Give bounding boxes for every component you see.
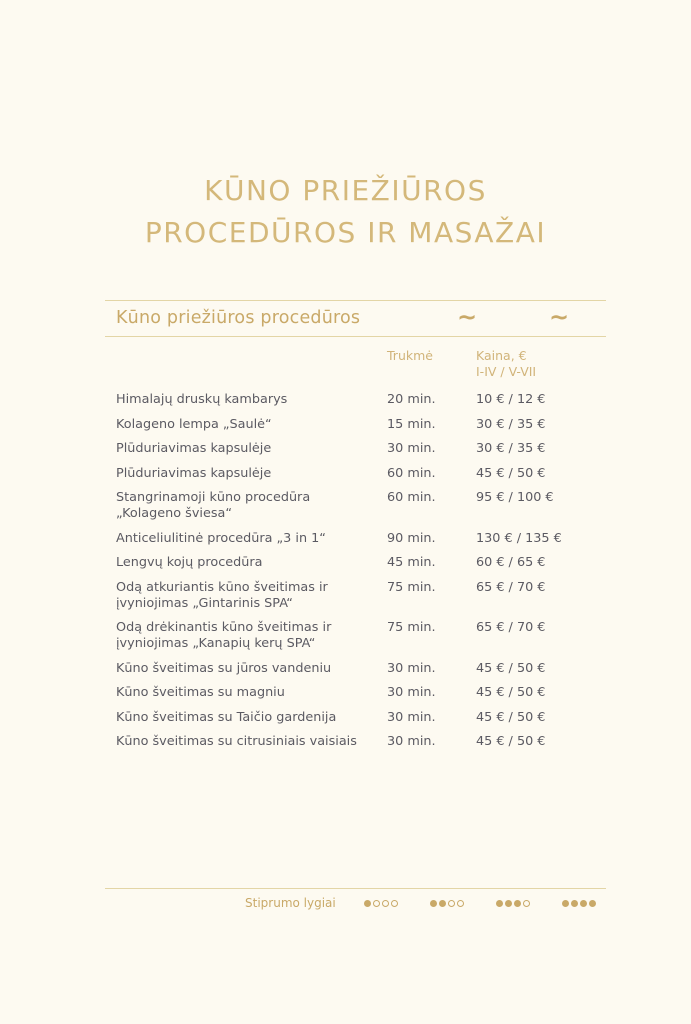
filled-dot-icon — [505, 900, 512, 907]
filled-dot-icon — [430, 900, 437, 907]
filled-dot-icon — [514, 900, 521, 907]
strength-level-4 — [562, 900, 596, 907]
empty-dot-icon — [457, 900, 464, 907]
procedure-name — [116, 441, 387, 457]
procedure-duration: 30 min. — [387, 709, 436, 725]
procedure-name-line: Kūno šveitimas su jūros vandeniu — [116, 660, 332, 676]
price-header-label: Kaina, € — [476, 348, 527, 363]
procedure-duration: 60 min. — [387, 490, 436, 505]
duration-column-header: Trukmė — [387, 348, 433, 363]
table-row — [116, 490, 586, 522]
procedure-name — [116, 417, 387, 433]
table-row — [116, 661, 586, 677]
procedure-name-line: Kolageno lempa „Saulė“ — [116, 416, 272, 432]
procedure-price: 45 € / 50 € — [476, 709, 546, 725]
procedure-name-line: „Kolageno šviesa“ — [116, 506, 232, 521]
table-row — [116, 466, 586, 482]
filled-dot-icon — [439, 900, 446, 907]
procedure-duration: 20 min. — [387, 392, 436, 407]
procedure-price: 65 € / 70 € — [476, 579, 546, 595]
procedure-name-line: Stangrinamoji kūno procedūra — [116, 490, 311, 505]
procedure-duration: 45 min. — [387, 555, 436, 570]
procedure-name-line: Plūduriavimas kapsulėje — [116, 441, 272, 456]
strength-level-1 — [364, 900, 398, 907]
table-row — [116, 441, 586, 457]
procedure-name-line: Kūno šveitimas su citrusiniais vaisiais — [116, 734, 357, 749]
filled-dot-icon — [496, 900, 503, 907]
procedure-name — [116, 710, 387, 726]
procedure-name — [116, 392, 387, 408]
procedure-price: 45 € / 50 € — [476, 660, 546, 676]
procedure-name-line: Anticeliulitinė procedūra „3 in 1“ — [116, 530, 326, 546]
filled-dot-icon — [571, 900, 578, 907]
strength-level-2 — [430, 900, 464, 907]
filled-dot-icon — [580, 900, 587, 907]
procedure-price: 10 € / 12 € — [476, 392, 546, 407]
filled-dot-icon — [364, 900, 371, 907]
footer-divider — [105, 888, 606, 889]
procedure-price: 30 € / 35 € — [476, 441, 546, 456]
procedure-name — [116, 531, 387, 547]
filled-dot-icon — [589, 900, 596, 907]
procedure-name — [116, 490, 387, 522]
table-row — [116, 734, 586, 750]
procedure-duration: 90 min. — [387, 530, 436, 546]
procedure-duration: 75 min. — [387, 579, 436, 595]
procedure-name-line: Kūno šveitimas su Taičio gardenija — [116, 709, 337, 725]
price-column-header — [476, 348, 536, 380]
top-divider — [105, 300, 606, 301]
procedure-duration: 15 min. — [387, 416, 436, 432]
procedure-price: 130 € / 135 € — [476, 530, 562, 546]
procedure-name — [116, 580, 387, 612]
procedure-name-line: Lengvų kojų procedūra — [116, 555, 263, 570]
procedure-name — [116, 466, 387, 482]
procedure-name-line: Odą atkuriantis kūno šveitimas ir — [116, 579, 328, 595]
table-row — [116, 531, 586, 547]
procedure-duration: 30 min. — [387, 660, 436, 676]
procedure-name — [116, 555, 387, 571]
strength-legend-label: Stiprumo lygiai — [245, 896, 336, 910]
procedure-price: 95 € / 100 € — [476, 490, 554, 505]
procedure-price: 30 € / 35 € — [476, 416, 546, 432]
price-header-periods: I-IV / V-VII — [476, 364, 537, 379]
procedure-duration: 60 min. — [387, 465, 436, 481]
procedure-name-line: Himalajų druskų kambarys — [116, 392, 288, 407]
empty-dot-icon — [382, 900, 389, 907]
table-row — [116, 620, 586, 652]
procedure-name-line: Odą drėkinantis kūno šveitimas ir — [116, 620, 332, 635]
procedure-name-line: įvyniojimas „Gintarinis SPA“ — [116, 595, 293, 611]
section-divider — [105, 336, 606, 337]
table-row — [116, 580, 586, 612]
procedure-name-line: Kūno šveitimas su magniu — [116, 685, 285, 700]
procedure-name — [116, 734, 387, 750]
procedure-price: 60 € / 65 € — [476, 555, 546, 570]
empty-dot-icon — [448, 900, 455, 907]
section-heading: Kūno priežiūros procedūros — [116, 308, 361, 328]
table-row — [116, 710, 586, 726]
procedure-price: 45 € / 50 € — [476, 734, 546, 749]
page-title-line-2: PROCEDŪROS IR MASAŽAI — [144, 216, 547, 249]
procedure-name — [116, 661, 387, 677]
tilde-ornament-duration: ~ — [457, 303, 478, 331]
procedure-price: 45 € / 50 € — [476, 685, 546, 700]
page-title-line-1: KŪNO PRIEŽIŪROS — [204, 174, 487, 207]
tilde-ornament-price: ~ — [549, 303, 570, 331]
empty-dot-icon — [523, 900, 530, 907]
table-row — [116, 392, 586, 408]
table-row — [116, 555, 586, 571]
procedure-duration: 30 min. — [387, 734, 436, 749]
procedure-name-line: Plūduriavimas kapsulėje — [116, 465, 272, 481]
procedure-name-line: įvyniojimas „Kanapių kerų SPA“ — [116, 636, 316, 651]
procedure-duration: 75 min. — [387, 620, 436, 635]
procedure-price: 45 € / 50 € — [476, 465, 546, 481]
table-row — [116, 417, 586, 433]
procedure-name — [116, 685, 387, 701]
procedure-duration: 30 min. — [387, 685, 436, 700]
table-row — [116, 685, 586, 701]
procedure-duration: 30 min. — [387, 441, 436, 456]
strength-level-3 — [496, 900, 530, 907]
procedure-name — [116, 620, 387, 652]
filled-dot-icon — [562, 900, 569, 907]
empty-dot-icon — [373, 900, 380, 907]
price-table — [116, 392, 586, 759]
procedure-price: 65 € / 70 € — [476, 620, 546, 635]
empty-dot-icon — [391, 900, 398, 907]
